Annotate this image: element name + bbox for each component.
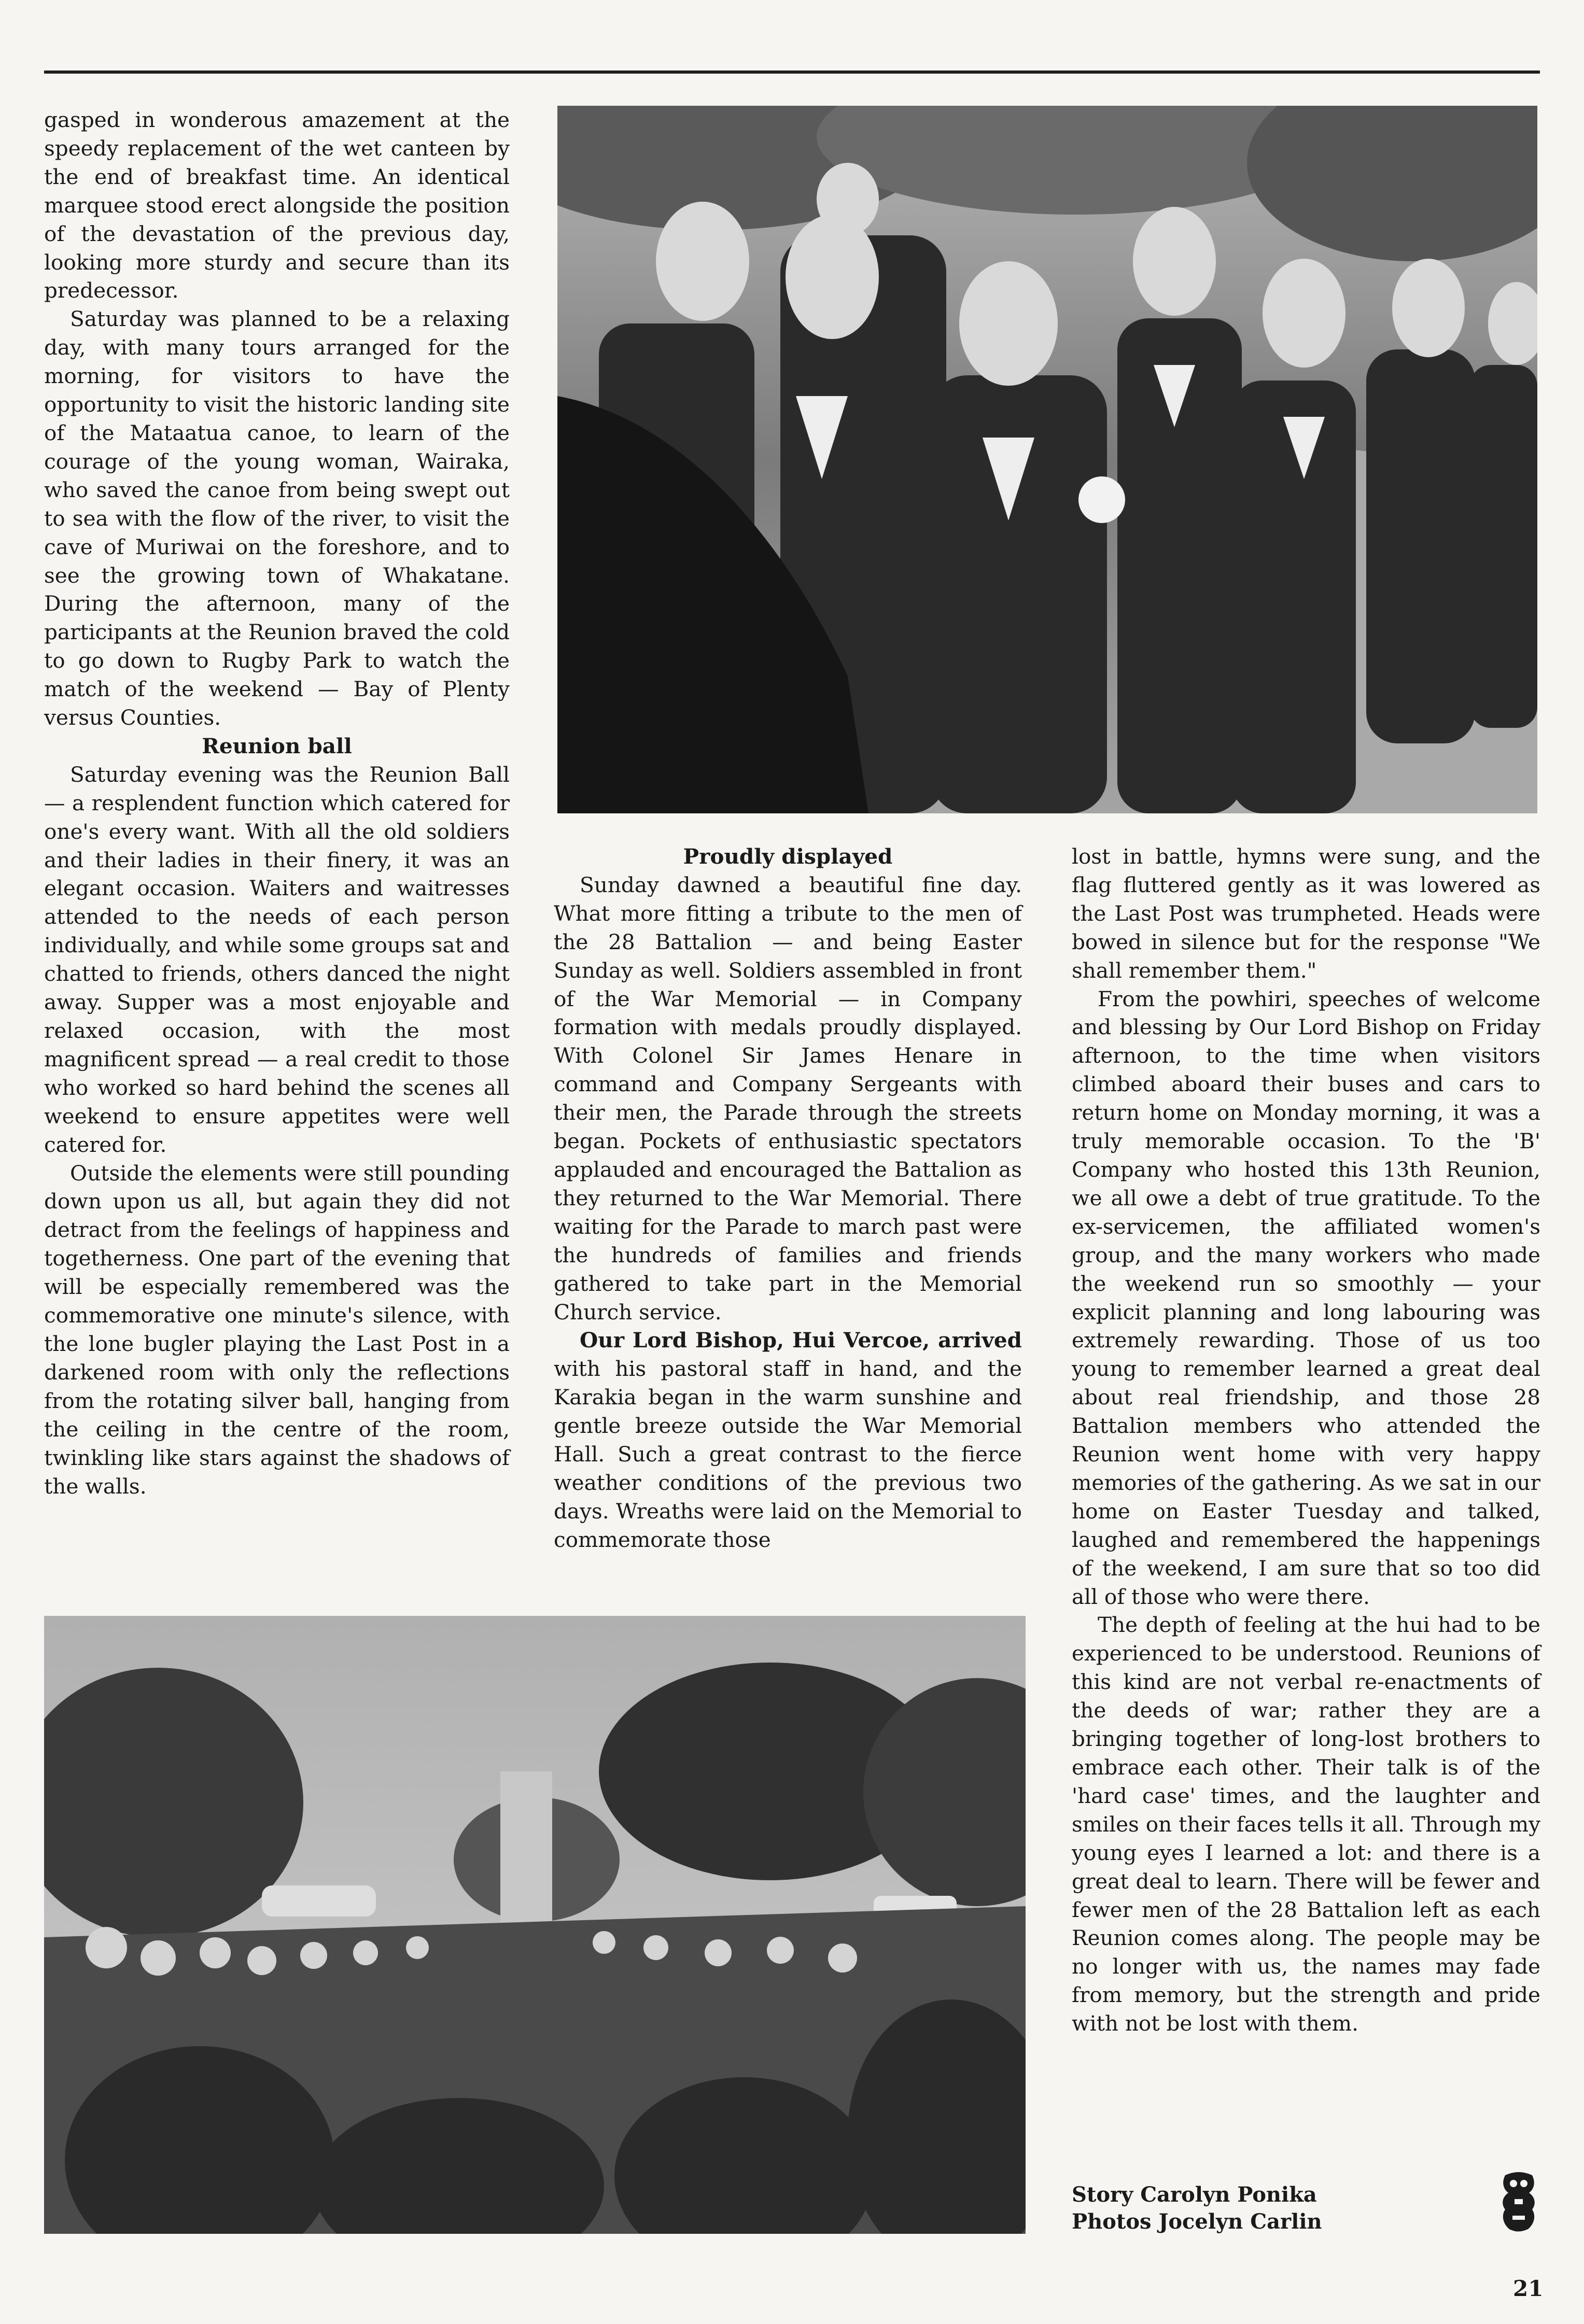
paragraph: Outside the elements were still pounding down upon us all, but again they did not detract from the feelings of happiness and togetherness. One part of the evening that will be especially remembered was the commemorative one minute's silence, with the lone bugler playing the Last Post in a darkened room with only the reflections from the rotating silver ball, hanging from the ceiling in the centre of the room, twinkling like stars against the shadows of the walls. [44, 1160, 510, 1499]
story-credit: Story Carolyn Ponika [1072, 2182, 1317, 2207]
tiki-logo-icon [1500, 2172, 1537, 2232]
paragraph: Sunday dawned a beautiful fine day. What more fitting a tribute to the men of the 28 Battalion — and being Easter Sunday as well. Soldiers assembled in front of the War Memorial — in Company formation with medals proudly displayed. With Colonel Sir James Henare in command and Company Sergeants with their men, the Parade through the streets began. Pockets of enthusiastic spectators applauded and encouraged the Battalion as they returned to the War Memorial. There waiting for the Parade to march past were the hundreds of families and friends gathered to take part in the Memorial Church service. [554, 872, 1022, 1325]
article-column-2 [554, 842, 1022, 1554]
section-heading-proudly-displayed: Proudly displayed [683, 844, 893, 869]
veterans-marching-photo [557, 106, 1537, 813]
paragraph-text: with his pastoral staff in hand, and the Karakia began in the warm sunshine and gentle breeze outside the War Memorial Hall. Such a great contrast to the fierce weather conditions of the previous two days. Wreaths were laid on the Memorial to commemorate those [554, 1356, 1022, 1552]
paragraph: Saturday evening was the Reunion Ball — a resplendent function which catered for one's every want. With all the old soldiers and their ladies in their finery, it was an elegant occasion. Waiters and waitresses attended to the needs of each person individually, and while some groups sat and chatted to friends, others danced the night away. Supper was a most enjoyable and relaxed occasion, with the most magnificent spread — a real credit to those who worked so hard behind the scenes all weekend to ensure appetites were well catered for. [44, 762, 510, 1157]
article-column-1 [44, 106, 510, 1500]
article-credits [1072, 2181, 1322, 2235]
paragraph: lost in battle, hymns were sung, and the flag fluttered gently as it was lowered as the Last Post was trumpheted. Heads were bowed in silence but for the response "We shall remember them." [1072, 844, 1540, 983]
photo-credit: Photos Jocelyn Carlin [1072, 2209, 1322, 2234]
article-column-3 [1072, 842, 1540, 2038]
paragraph [554, 1326, 1022, 1554]
memorial-crowd-photo [44, 1616, 1026, 2234]
paragraph: gasped in wonderous amazement at the speedy replacement of the wet canteen by the end of breakfast time. An identical marquee stood erect alongside the position of the devastation of the previous day, looking more sturdy and secure than its predecessor. [44, 107, 510, 303]
paragraph: The depth of feeling at the hui had to be experienced to be understood. Reunions of this kind are not verbal re-enactments of the deeds of war; rather they are a bringing together of long-lost brothers to embrace each other. Their talk is of the 'hard case' times, and the laughter and smiles on their faces tells it all. Through my young eyes I learned a lot: and there is a great deal to learn. There will be fewer and fewer men of the 28 Battalion left as each Reunion comes along. The people may be no longer with us, the names may fade from memory, but the strength and pride with not be lost with them. [1072, 1612, 1540, 2036]
header-rule [44, 71, 1540, 74]
bold-lead-text: Our Lord Bishop, Hui Vercoe, arrived [580, 1328, 1022, 1353]
section-heading-reunion-ball: Reunion ball [202, 733, 352, 758]
paragraph: Saturday was planned to be a relaxing day, with many tours arranged for the morning, for visitors to have the opportunity to visit the historic landing site of the Mataatua canoe, to learn of the courage of the young woman, Wairaka, who saved the canoe from being swept out to sea with the flow of the river, to visit the cave of Muriwai on the foreshore, and to see the growing town of Whakatane. During the afternoon, many of the participants at the Reunion braved the cold to go down to Rugby Park to watch the match of the weekend — Bay of Plenty versus Counties. [44, 306, 510, 730]
page-number: 21 [1513, 2276, 1544, 2301]
paragraph: From the powhiri, speeches of welcome and blessing by Our Lord Bishop on Friday afternoon, to the time when visitors climbed aboard their buses and cars to return home on Monday morning, it was a truly memorable occasion. To the 'B' Company who hosted this 13th Reunion, we all owe a debt of true gratitude. To the ex-servicemen, the affiliated women's group, and the many workers who made the weekend run so smoothly — your explicit planning and long labouring was extremely rewarding. Those of us too young to remember learned a great deal about real friendship, and those 28 Battalion members who attended the Reunion went home with very happy memories of the gathering. As we sat in our home on Easter Tuesday and talked, laughed and remembered the happenings of the weekend, I am sure that so too did all of those who were there. [1072, 986, 1540, 1609]
